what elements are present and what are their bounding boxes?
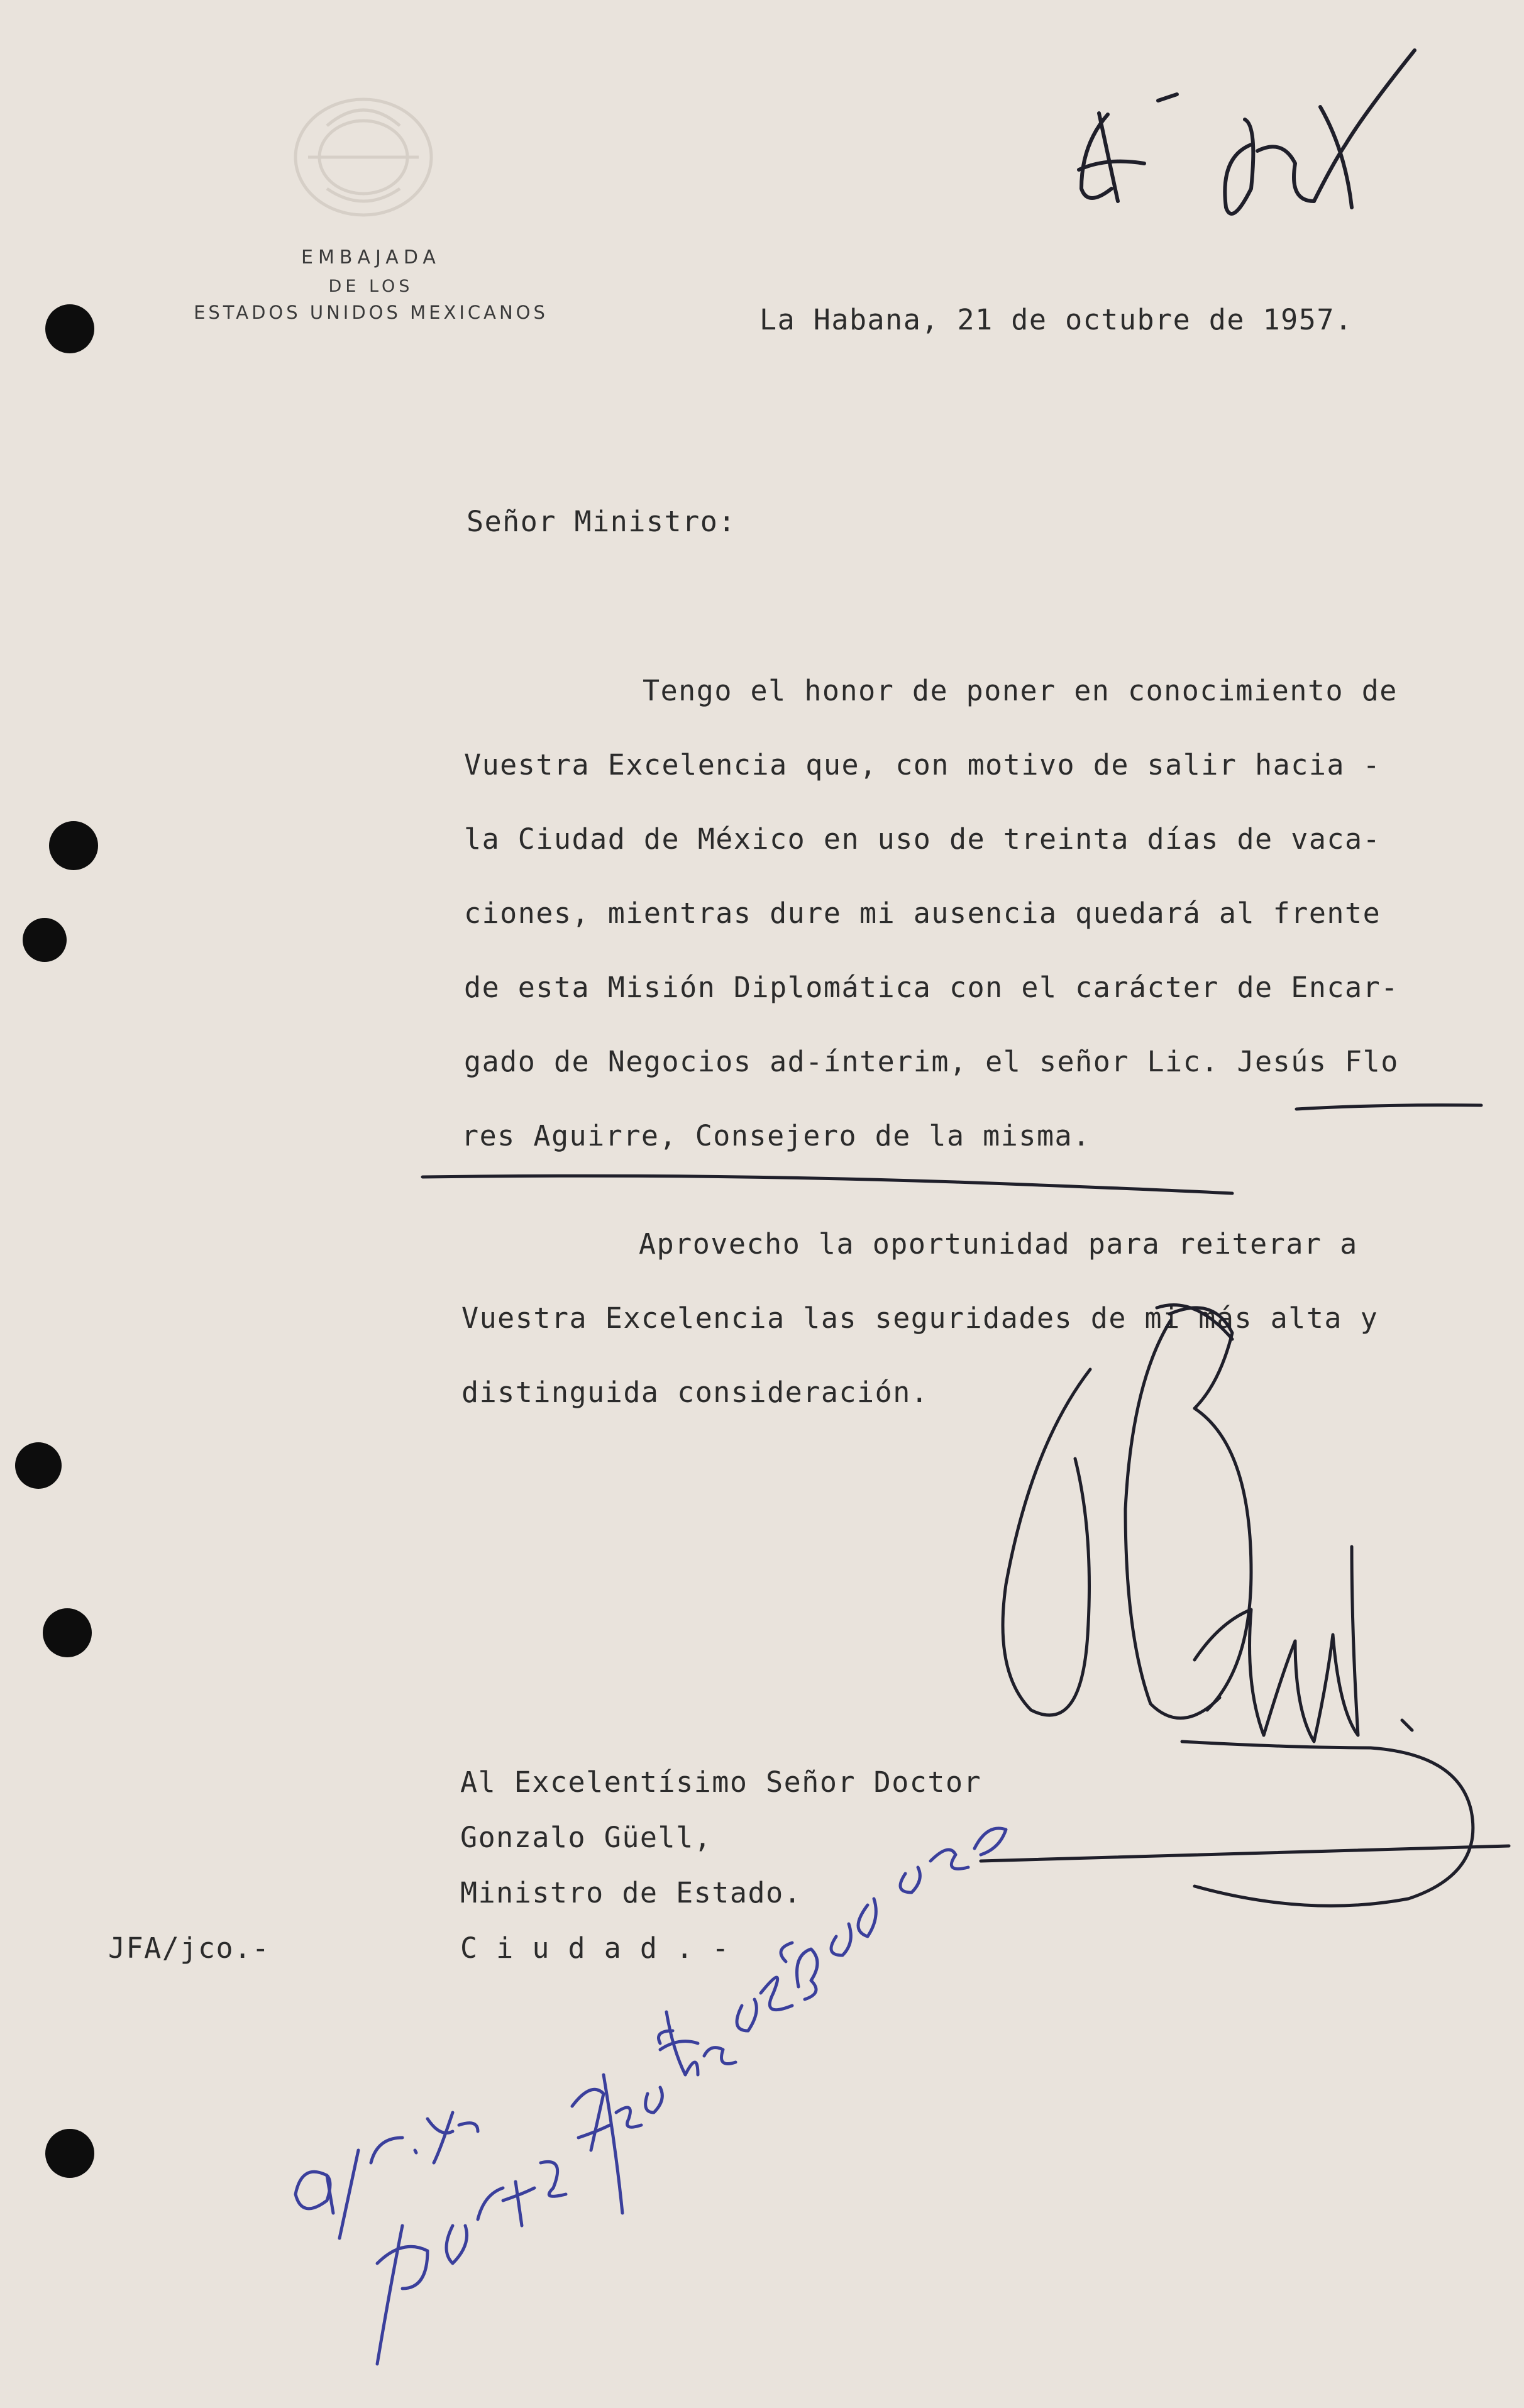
binder-hole <box>15 1442 62 1489</box>
paragraph-line: Aprovecho la oportunidad para reiterar a <box>639 1227 1358 1261</box>
binder-hole <box>23 918 67 962</box>
addressee-line: Ministro de Estado. <box>460 1876 802 1909</box>
binder-hole <box>45 2129 94 2178</box>
paragraph-line: Vuestra Excelencia que, con motivo de salir hacia - <box>464 748 1381 781</box>
paragraph-line: gado de Negocios ad-ínterim, el señor Lic. Jesús Flo <box>464 1045 1399 1078</box>
addressee-line: Gonzalo Güell, <box>460 1821 712 1854</box>
letterhead-country: ESTADOS UNIDOS MEXICANOS <box>194 302 548 323</box>
paragraph-line: Vuestra Excelencia las seguridades de mi más alta y <box>461 1301 1379 1335</box>
reference-initials: JFA/jco.- <box>108 1931 270 1965</box>
letterhead-de-los: DE LOS <box>328 277 414 296</box>
paragraph-line: res Aguirre, Consejero de la misma. <box>461 1119 1091 1152</box>
letterhead-embajada: EMBAJADA <box>301 246 441 268</box>
binder-hole <box>43 1608 92 1657</box>
salutation: Señor Ministro: <box>467 505 736 538</box>
addressee-line: C i u d a d . - <box>460 1931 730 1965</box>
paragraph-line: la Ciudad de México en uso de treinta días de vaca- <box>464 822 1381 856</box>
date-line: La Habana, 21 de octubre de 1957. <box>759 303 1353 336</box>
paragraph-line: ciones, mientras dure mi ausencia quedará al frente <box>464 897 1381 930</box>
paragraph-line: de esta Misión Diplomática con el carácter de Encar- <box>464 971 1399 1004</box>
binder-hole <box>49 821 98 870</box>
binder-hole <box>45 304 94 353</box>
paragraph-line: distinguida consideración. <box>461 1376 929 1409</box>
addressee-line: Al Excelentísimo Señor Doctor <box>460 1765 982 1799</box>
paragraph-line: Tengo el honor de poner en conocimiento de <box>643 674 1398 707</box>
